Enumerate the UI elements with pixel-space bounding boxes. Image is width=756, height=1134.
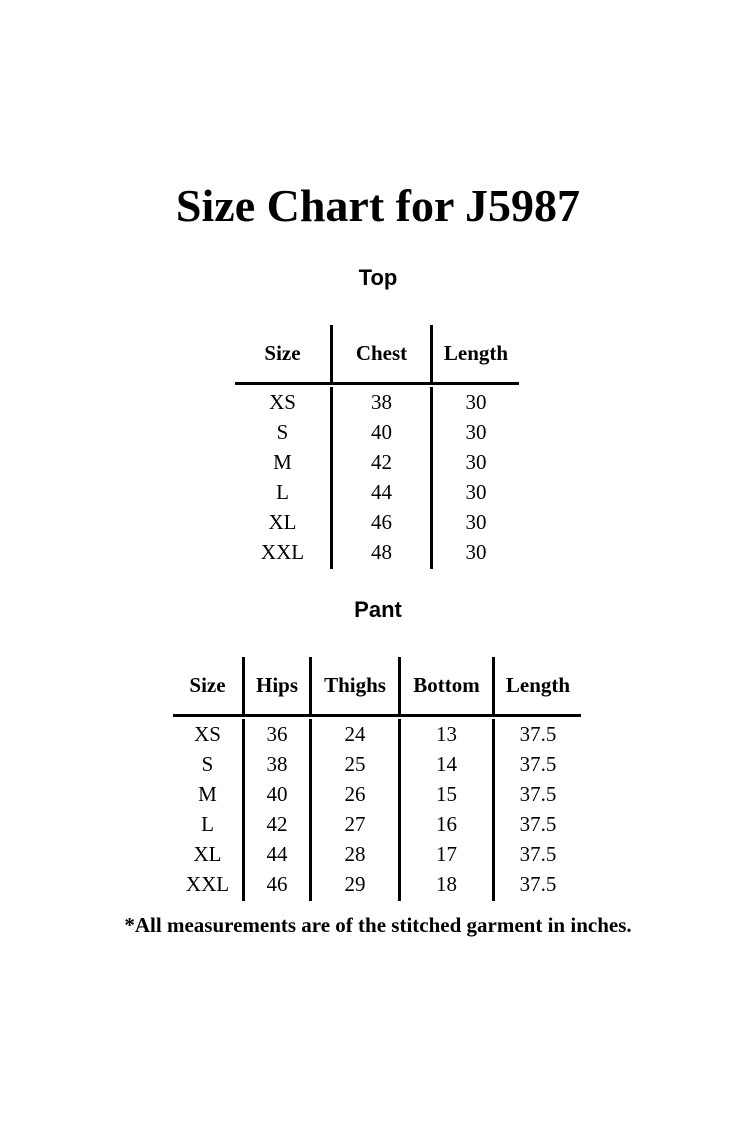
bottom-cell: 16	[398, 809, 492, 839]
chest-cell: 42	[330, 447, 430, 477]
pant-table-header	[173, 657, 581, 717]
measurement-footnote: *All measurements are of the stitched garment in inches.	[124, 913, 632, 937]
length-cell: 30	[430, 447, 519, 477]
length-cell: 37.5	[492, 869, 581, 901]
table-row	[235, 537, 519, 569]
top-col-chest: Chest	[330, 325, 430, 382]
table-row	[173, 719, 581, 749]
pant-col-thighs: Thighs	[309, 657, 398, 714]
hips-cell: 42	[242, 809, 309, 839]
top-table-header	[235, 325, 519, 385]
bottom-cell: 13	[398, 719, 492, 749]
top-table-body	[235, 385, 519, 569]
bottom-cell: 17	[398, 839, 492, 869]
pant-col-bottom: Bottom	[398, 657, 492, 714]
thighs-cell: 29	[309, 869, 398, 901]
length-cell: 37.5	[492, 809, 581, 839]
table-row	[173, 839, 581, 869]
size-cell: L	[201, 812, 214, 836]
length-cell: 37.5	[492, 779, 581, 809]
top-size-table	[235, 325, 519, 569]
size-cell: M	[273, 450, 292, 474]
pant-table-body	[173, 717, 581, 901]
chest-cell: 38	[330, 387, 430, 417]
hips-cell: 44	[242, 839, 309, 869]
chest-cell: 44	[330, 477, 430, 507]
table-row	[173, 809, 581, 839]
pant-col-length: Length	[492, 657, 581, 714]
table-row	[235, 507, 519, 537]
table-row	[173, 869, 581, 901]
length-cell: 30	[430, 417, 519, 447]
size-cell: XXL	[185, 872, 230, 896]
length-cell: 30	[430, 537, 519, 569]
thighs-cell: 27	[309, 809, 398, 839]
top-col-length: Length	[430, 325, 519, 382]
pant-col-size: Size	[189, 673, 226, 697]
top-section-title: Top	[358, 265, 398, 290]
thighs-cell: 28	[309, 839, 398, 869]
length-cell: 37.5	[492, 719, 581, 749]
size-cell: XS	[194, 722, 221, 746]
bottom-cell: 18	[398, 869, 492, 901]
size-cell: XS	[269, 390, 296, 414]
table-row	[173, 749, 581, 779]
table-row	[235, 447, 519, 477]
size-cell: S	[276, 420, 289, 444]
thighs-cell: 24	[309, 719, 398, 749]
pant-col-hips: Hips	[242, 657, 309, 714]
pant-size-table	[173, 657, 581, 901]
table-row	[235, 387, 519, 417]
page-title: Size Chart for J5987	[175, 180, 581, 231]
hips-cell: 46	[242, 869, 309, 901]
size-cell: S	[201, 752, 214, 776]
table-row	[173, 779, 581, 809]
chest-cell: 40	[330, 417, 430, 447]
pant-section-title: Pant	[354, 597, 402, 622]
size-cell: XL	[193, 842, 222, 866]
length-cell: 30	[430, 477, 519, 507]
bottom-cell: 14	[398, 749, 492, 779]
chest-cell: 48	[330, 537, 430, 569]
thighs-cell: 26	[309, 779, 398, 809]
size-cell: L	[276, 480, 289, 504]
bottom-cell: 15	[398, 779, 492, 809]
length-cell: 30	[430, 507, 519, 537]
hips-cell: 40	[242, 779, 309, 809]
size-cell: M	[198, 782, 217, 806]
size-cell: XL	[268, 510, 297, 534]
length-cell: 37.5	[492, 839, 581, 869]
table-row	[235, 417, 519, 447]
thighs-cell: 25	[309, 749, 398, 779]
chest-cell: 46	[330, 507, 430, 537]
size-cell: XXL	[260, 540, 305, 564]
hips-cell: 36	[242, 719, 309, 749]
table-row	[235, 477, 519, 507]
hips-cell: 38	[242, 749, 309, 779]
length-cell: 30	[430, 387, 519, 417]
top-col-size: Size	[264, 341, 301, 365]
length-cell: 37.5	[492, 749, 581, 779]
